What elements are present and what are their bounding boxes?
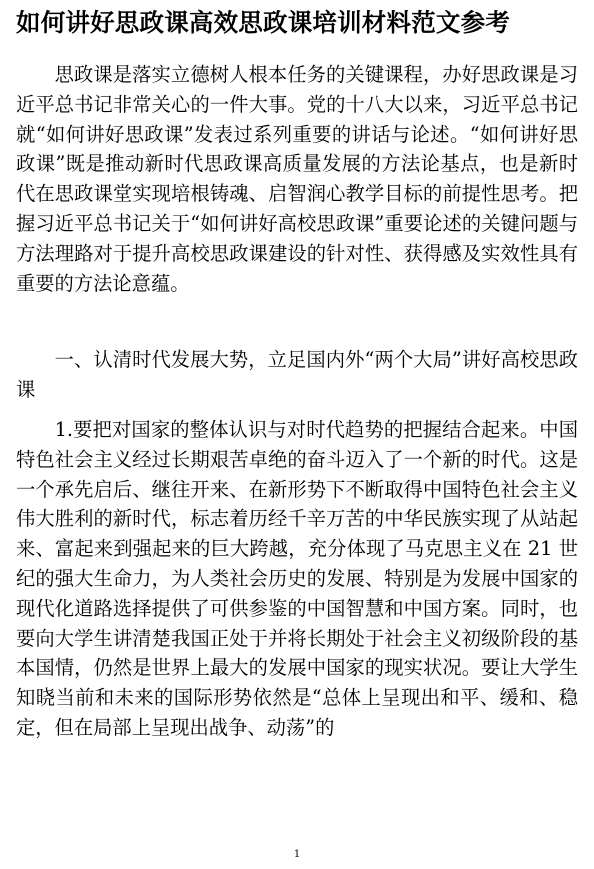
section-heading: 一、认清时代发展大势，立足国内外“两个大局”讲好高校思政课 (16, 348, 578, 401)
intro-paragraph: 思政课是落实立德树人根本任务的关键课程，办好思政课是习近平总书记非常关心的一件大事。党的十八大以来，习近平总书记就“如何讲好思政课”发表过系列重要的讲话与论述。“如何讲好思政课”既是推动新时代思政课高质量发展的方法论基点，也是新时代在思政课堂实现培根铸魂、启智润心教学目标的前提性思考。把握习近平总书记关于“如何讲好高校思政课”重要论述的关键问题与方法理路对于提升高校思政课建设的针对性、获得感及实效性具有重要的方法论意蕴。 (16, 63, 578, 295)
document-title: 如何讲好思政课高效思政课培训材料范文参考 (16, 8, 510, 37)
point-1-paragraph: 1.要把对国家的整体认识与对时代趋势的把握结合起来。中国特色社会主义经过长期艰苦卓绝的奋斗迈入了一个新的时代。这是一个承先启后、继往开来、在新形势下不断取得中国特色社会主义伟大胜利的新时代，标志着历经千辛万苦的中华民族实现了从站起来、富起来到强起来的巨大跨越，充分体现了马克思主义在 21 世纪的强大生命力，为人类社会历史的发展、特别是为发展中国家的现代化道路选择提供了可供参鉴的中国智慧和中国方案。同时，也要向大学生讲清楚我国正处于并将长期处于社会主义初级阶段的基本国情，仍然是世界上最大的发展中国家的现实状况。要让大学生知晓当前和未来的国际形势依然是“总体上呈现出和平、缓和、稳定，但在局部上呈现出战争、动荡”的 (16, 418, 578, 739)
page-number: 1 (293, 849, 301, 860)
